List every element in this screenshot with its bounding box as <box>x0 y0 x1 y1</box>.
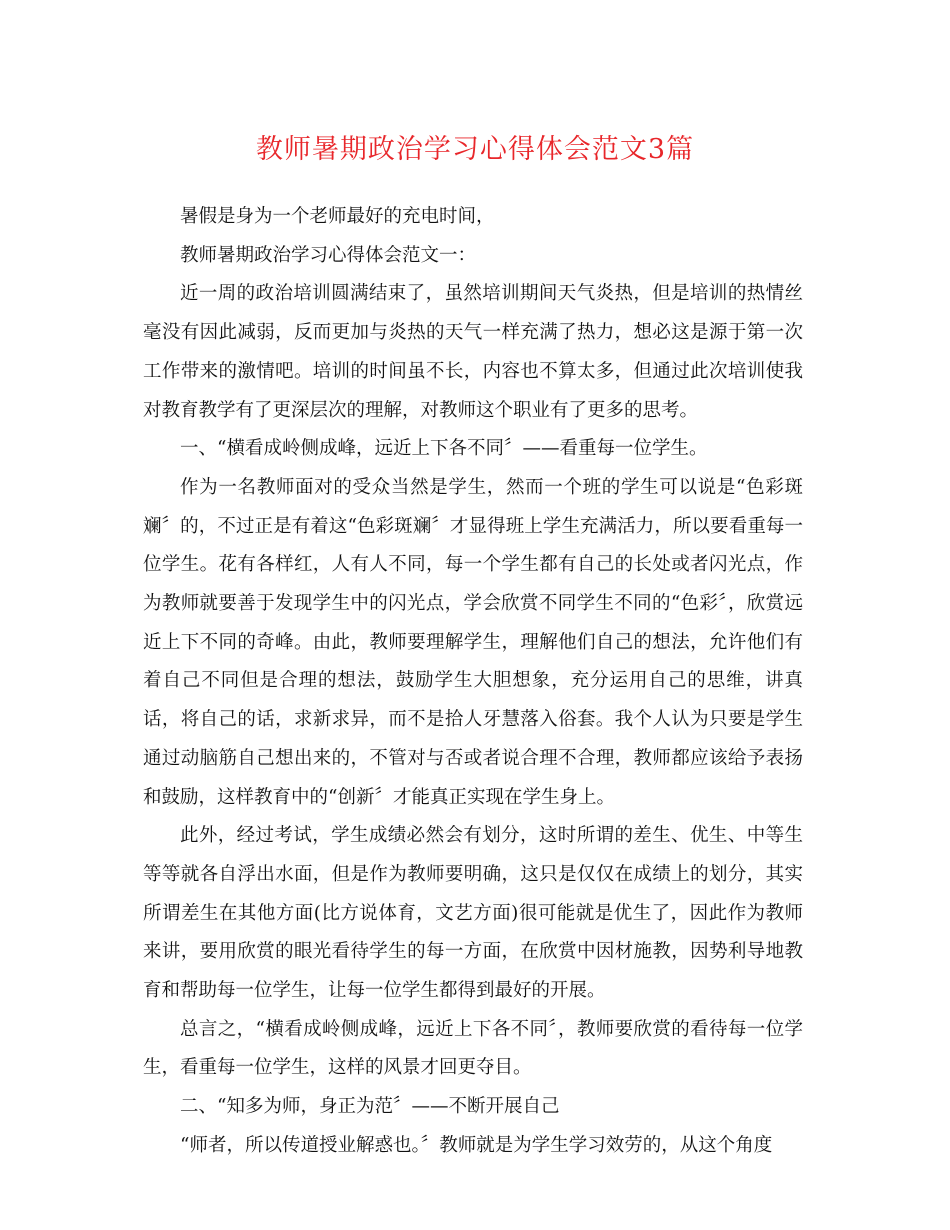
document-body <box>143 198 803 1166</box>
paragraph: 暑假是身为一个老师最好的充电时间， <box>180 206 495 227</box>
paragraph: 近一周的政治培训圆满结束了，虽然培训期间天气炎热，但是培训的热情丝毫没有因此减弱，反而更加与炎热的天气一样充满了热力，想必这是源于第一次工作带来的激情吧。培训的时间虽不长，内容也不算太多，但通过此次培训使我对教育教学有了更深层次的理解，对教师这个职业有了更多的思考。 <box>143 283 803 421</box>
paragraph: 教师暑期政治学习心得体会范文一： <box>180 244 477 266</box>
section-heading: 一、“横看成岭侧成峰，远近上下各不同〞——看重每一位学生。 <box>180 438 708 460</box>
paragraph: 此外，经过考试，学生成绩必然会有划分，这时所谓的差生、优生、中等生等等就各自浮出水面，但是作为教师要明确，这只是仅仅在成绩上的划分，其实所谓差生在其他方面(比方说体育，文艺方面)很可能就是优生了，因此作为教师来讲，要用欣赏的眼光看待学生的每一方面，在欣赏中因材施教，因势利导地教育和帮助每一位学生，让每一位学生都得到最好的开展。 <box>143 825 803 1002</box>
paragraph: 总言之，“横看成岭侧成峰，远近上下各不同〞，教师要欣赏的看待每一位学生，看重每一位学生，这样的风景才回更夺目。 <box>143 1018 803 1079</box>
section-heading: 二、“知多为师，身正为范〞——不断开展自己 <box>180 1096 560 1118</box>
paragraph: 作为一名教师面对的受众当然是学生，然而一个班的学生可以说是“色彩斑斓〞的，不过正是有着这“色彩斑斓〞才显得班上学生充满活力，所以要看重每一位学生。花有各样红，人有人不同，每一个学生都有自己的长处或者闪光点，作为教师就要善于发现学生中的闪光点，学会欣赏不同学生不同的“色彩〞，欣赏远近上下不同的奇峰。由此，教师要理解学生，理解他们自己的想法，允许他们有着自己不同但是合理的想法，鼓励学生大胆想象，充分运用自己的思维，讲真话，将自己的话，求新求异，而不是拾人牙慧落入俗套。我个人认为只要是学生通过动脑筋自己想出来的，不管对与否或者说合理不合理，教师都应该给予表扬和鼓励，这样教育中的“创新〞才能真正实现在学生身上。 <box>143 476 803 808</box>
paragraph: “师者，所以传道授业解惑也。〞教师就是为学生学习效劳的，从这个角度 <box>180 1134 773 1156</box>
document-title: 教师暑期政治学习心得体会范文3篇 <box>255 134 695 165</box>
